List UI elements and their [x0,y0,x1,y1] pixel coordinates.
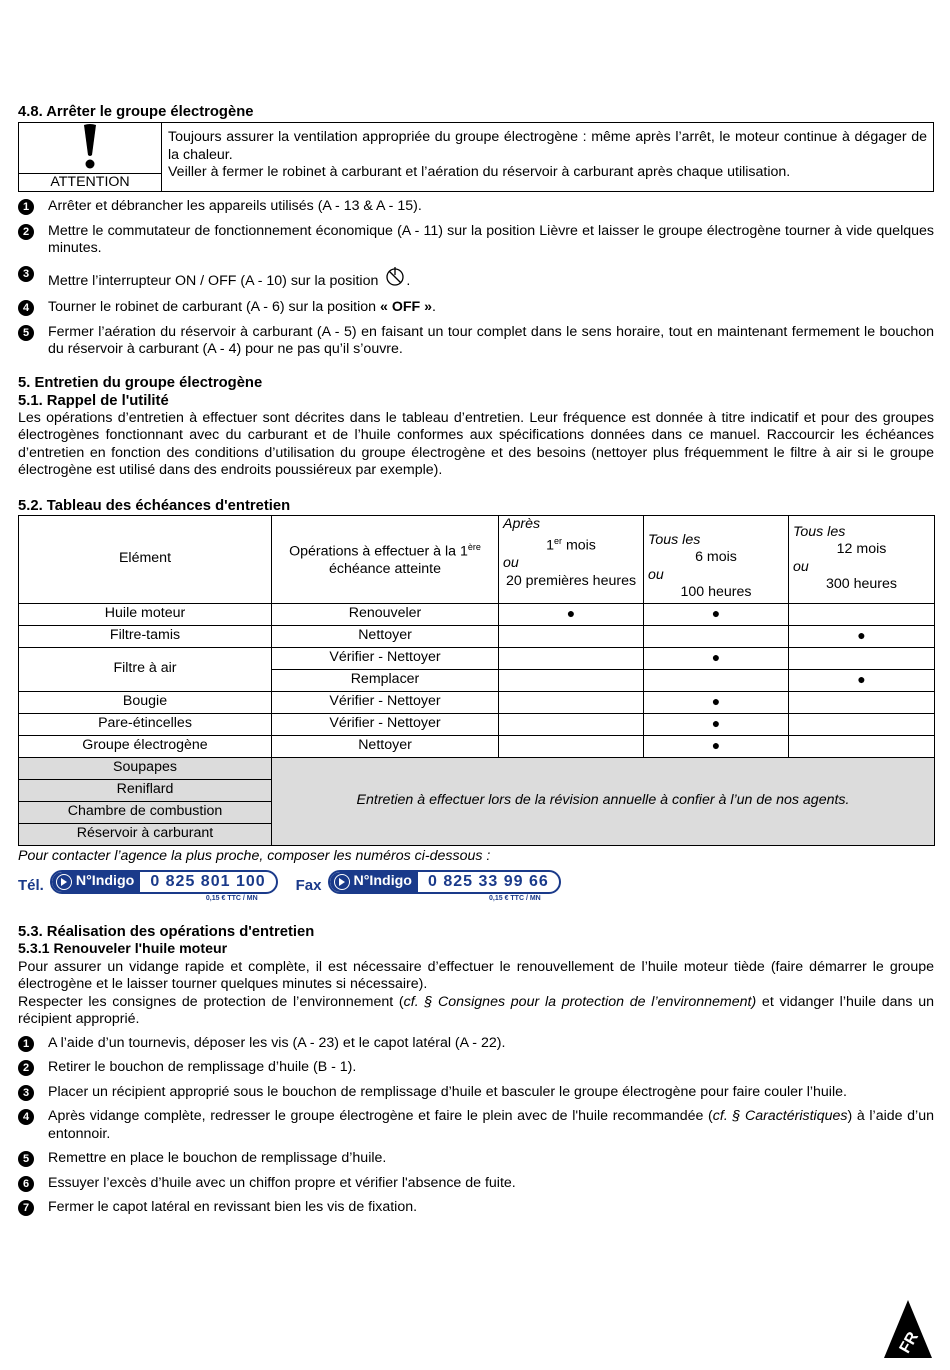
table-row: Chambre de combustion [19,801,935,823]
attention-box [18,122,934,192]
list-item: 3 Mettre l’interrupteur ON / OFF (A - 10) sur la position . [18,265,934,293]
table-row: Bougie Vérifier - Nettoyer ● [19,691,935,713]
maintenance-table [18,515,935,846]
table-row: Reniflard [19,779,935,801]
tel-label: Tél. [18,877,44,895]
section-5-3-title: 5.3. Réalisation des opérations d'entretien [18,924,315,940]
header-operations: Opérations à effectuer à la 1ère échéance atteinte [272,515,499,603]
environment-text: Respecter les consignes de protection de l’environnement (cf. § Consignes pour la protection de l’environnement) et vidanger l’huile dans un récipient approprié. [18,993,934,1027]
list-item: 6 Essuyer l’excès d’huile avec un chiffon propre et vérifier l'absence de fuite. [18,1175,934,1193]
section-4-8-title: 4.8. Arrêter le groupe électrogène [18,104,254,120]
section-5-2-title: 5.2. Tableau des échéances d'entretien [18,497,291,514]
contact-text: Pour contacter l’agence la plus proche, composer les numéros ci-dessous : [18,847,491,864]
table-row: Groupe électrogène Nettoyer ● [19,735,935,757]
play-icon [56,874,72,890]
list-item: 5 Fermer l’aération du réservoir à carburant (A - 5) en faisant un tour complet dans le sens horaire, tout en maintenant fermement le bouchon du réservoir à carburant (A - 4) pour ne pas qu’il s’ouvre. [18,324,934,359]
oil-intro-text: Pour assurer un vidange rapide et complète, il est nécessaire d’effectuer le renouvellement de l’huile moteur tiède (faire démarrer le groupe électrogène et le laisser tourner quelques minutes si nécessaire). [18,958,934,992]
fax-label: Fax [295,877,322,895]
power-off-icon [384,265,406,293]
svg-text:FR: FR [896,1329,922,1357]
manual-page [18,103,934,1224]
language-badge [882,1298,934,1360]
table-row: Soupapes Entretien à effectuer lors de la révision annuelle à confier à l’un de nos agents. [19,757,935,779]
section-5-1-text: Les opérations d’entretien à effectuer sont décrites dans le tableau d’entretien. Leur fréquence est donnée à titre indicatif et pour des groupes électrogènes fonctionnant avec du carburant et de l’huile conformes aux spécifications données dans ce manuel. Raccourcir les échéances d’entretien en fonction des conditions d’utilisation du groupe électrogène et des besoins (nettoyer plus fréquemment le filtre à air si le groupe électrogène est utilisé dans des endroits poussiéreux par exemple). [18,409,934,478]
list-item: 1 A l’aide d’un tournevis, déposer les vis (A - 23) et le capot latéral (A - 22). [18,1035,934,1053]
list-item: 5 Remettre en place le bouchon de remplissage d’huile. [18,1150,934,1168]
exclamation-icon [19,123,161,173]
list-item: 1 Arrêter et débrancher les appareils utilisés (A - 13 & A - 15). [18,198,934,216]
list-item: 3 Placer un récipient approprié sous le bouchon de remplissage d’huile et basculer le groupe électrogène pour faire couler l’huile. [18,1084,934,1102]
header-interval-3: Tous les 12 mois ou 300 heures [789,515,935,603]
table-row: Réservoir à carburant [19,823,935,845]
table-row: Pare-étincelles Vérifier - Nettoyer ● [19,713,935,735]
section-5-3-1-title: 5.3.1 Renouveler l'huile moteur [18,941,228,957]
table-row: Filtre à air Vérifier - Nettoyer ● [19,647,935,669]
list-item: 2 Mettre le commutateur de fonctionnement économique (A - 11) sur la position Lièvre et laisser le groupe électrogène tourner à vide quelques minutes. [18,223,934,258]
header-interval-2: Tous les 6 mois ou 100 heures [644,515,789,603]
header-interval-1: Après 1er mois ou 20 premières heures [499,515,644,603]
table-row: Remplacer ● [19,669,935,691]
section-5-title: 5. Entretien du groupe électrogène [18,374,263,391]
table-header-row [19,515,935,603]
list-item: 7 Fermer le capot latéral en revissant bien les vis de fixation. [18,1199,934,1217]
play-icon [334,874,350,890]
list-item: 4 Tourner le robinet de carburant (A - 6) sur la position « OFF ». [18,299,934,317]
contact-numbers: Tél. N°Indigo 0 825 801 100 0,15 € TTC / MN Fax N°Indigo 0 825 33 99 66 0,15 € TTC / MN [18,869,934,903]
attention-text: Toujours assurer la ventilation appropriée du groupe électrogène : même après l’arrêt, le moteur continue à dégager de la chaleur. Veiller à fermer le robinet à carburant et l’aération du réservoir à carburant après chaque utilisation. [168,129,927,180]
fax-number-badge: N°Indigo 0 825 33 99 66 [328,870,561,894]
header-element: Elément [19,515,272,603]
table-row: Filtre-tamis Nettoyer ● [19,625,935,647]
attention-label: ATTENTION [19,173,161,191]
oil-steps-list [18,1035,934,1217]
list-item: 4 Après vidange complète, redresser le groupe électrogène et faire le plein avec de l'huile recommandée (cf. § Caractéristiques) à l’aide d’un entonnoir. [18,1108,934,1143]
stop-steps-list [18,198,934,359]
table-row: Huile moteur Renouveler ● ● [19,603,935,625]
tel-number-badge: N°Indigo 0 825 801 100 [50,870,278,894]
annual-revision-note: Entretien à effectuer lors de la révision annuelle à confier à l’un de nos agents. [272,757,935,845]
list-item: 2 Retirer le bouchon de remplissage d’huile (B - 1). [18,1059,934,1077]
section-5-1-title: 5.1. Rappel de l'utilité [18,392,169,409]
